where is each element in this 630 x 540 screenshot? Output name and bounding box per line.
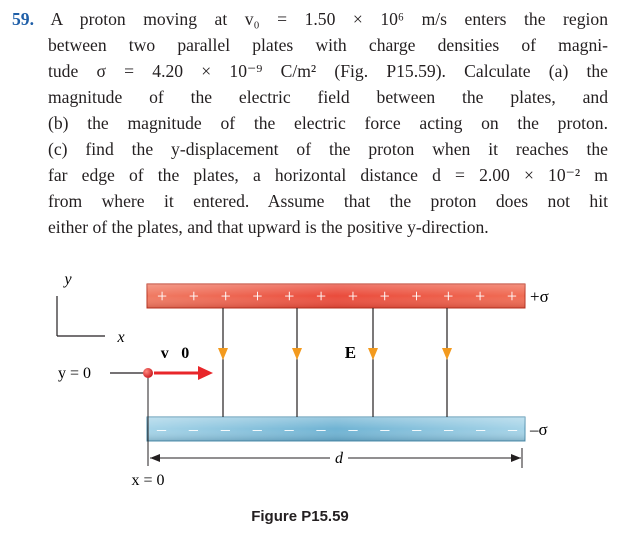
- field-label: E⃗: [344, 343, 370, 362]
- problem-line-7: far edge of the plates, a horizontal distance d = 2.00 × 10⁻² m: [48, 165, 608, 185]
- problem-text: [12, 6, 608, 240]
- problem-line-6: (c) find the y-displacement of the proton when it reaches the: [48, 139, 608, 159]
- problem-line-9: either of the plates, and that upward is the positive y-direction.: [48, 217, 489, 237]
- problem-line-4: magnitude of the electric field between the plates, and: [48, 87, 608, 107]
- field-arrow-icon: [218, 308, 228, 417]
- distance-label: d: [335, 450, 343, 467]
- problem-line-1: 59. A proton moving at v₀ = 1.50 × 10⁶ m/s enters the region: [12, 9, 608, 29]
- velocity-arrow-icon: [154, 366, 213, 380]
- axes-icon: [57, 296, 105, 336]
- velocity-label: v⃗0: [160, 345, 190, 362]
- problem-line-2: between two parallel plates with charge densities of magni-: [48, 35, 608, 55]
- top-plate-label: +σ: [530, 287, 549, 306]
- problem-line-3: tude σ = 4.20 × 10⁻⁹ C/m² (Fig. P15.59). Calculate (a) the: [48, 61, 608, 81]
- proton-icon: [143, 368, 153, 378]
- problem-line-8: from where it entered. Assume that the proton does not hit: [48, 191, 608, 211]
- problem-line-5: (b) the magnitude of the electric force acting on the proton.: [48, 113, 608, 133]
- axis-y-label: y: [64, 271, 72, 288]
- field-arrow-icon: [292, 308, 302, 417]
- problem-number: 59.: [12, 9, 34, 29]
- bottom-plate-charges: – – – – – – – – – – – –: [157, 419, 517, 439]
- origin-label: x = 0: [131, 472, 165, 489]
- field-arrow-icon: [368, 308, 378, 417]
- bottom-plate-label: –σ: [530, 420, 548, 439]
- figure-caption: Figure P15.59: [251, 508, 349, 525]
- field-arrow-icon: [442, 308, 452, 417]
- parallel-plates-figure: [0, 270, 630, 505]
- entry-label: y = 0: [58, 365, 92, 382]
- top-plate-charges: + + + + + + + + + + + +: [157, 286, 518, 306]
- electric-field-lines: [218, 308, 452, 417]
- axis-x-label: x: [117, 329, 125, 346]
